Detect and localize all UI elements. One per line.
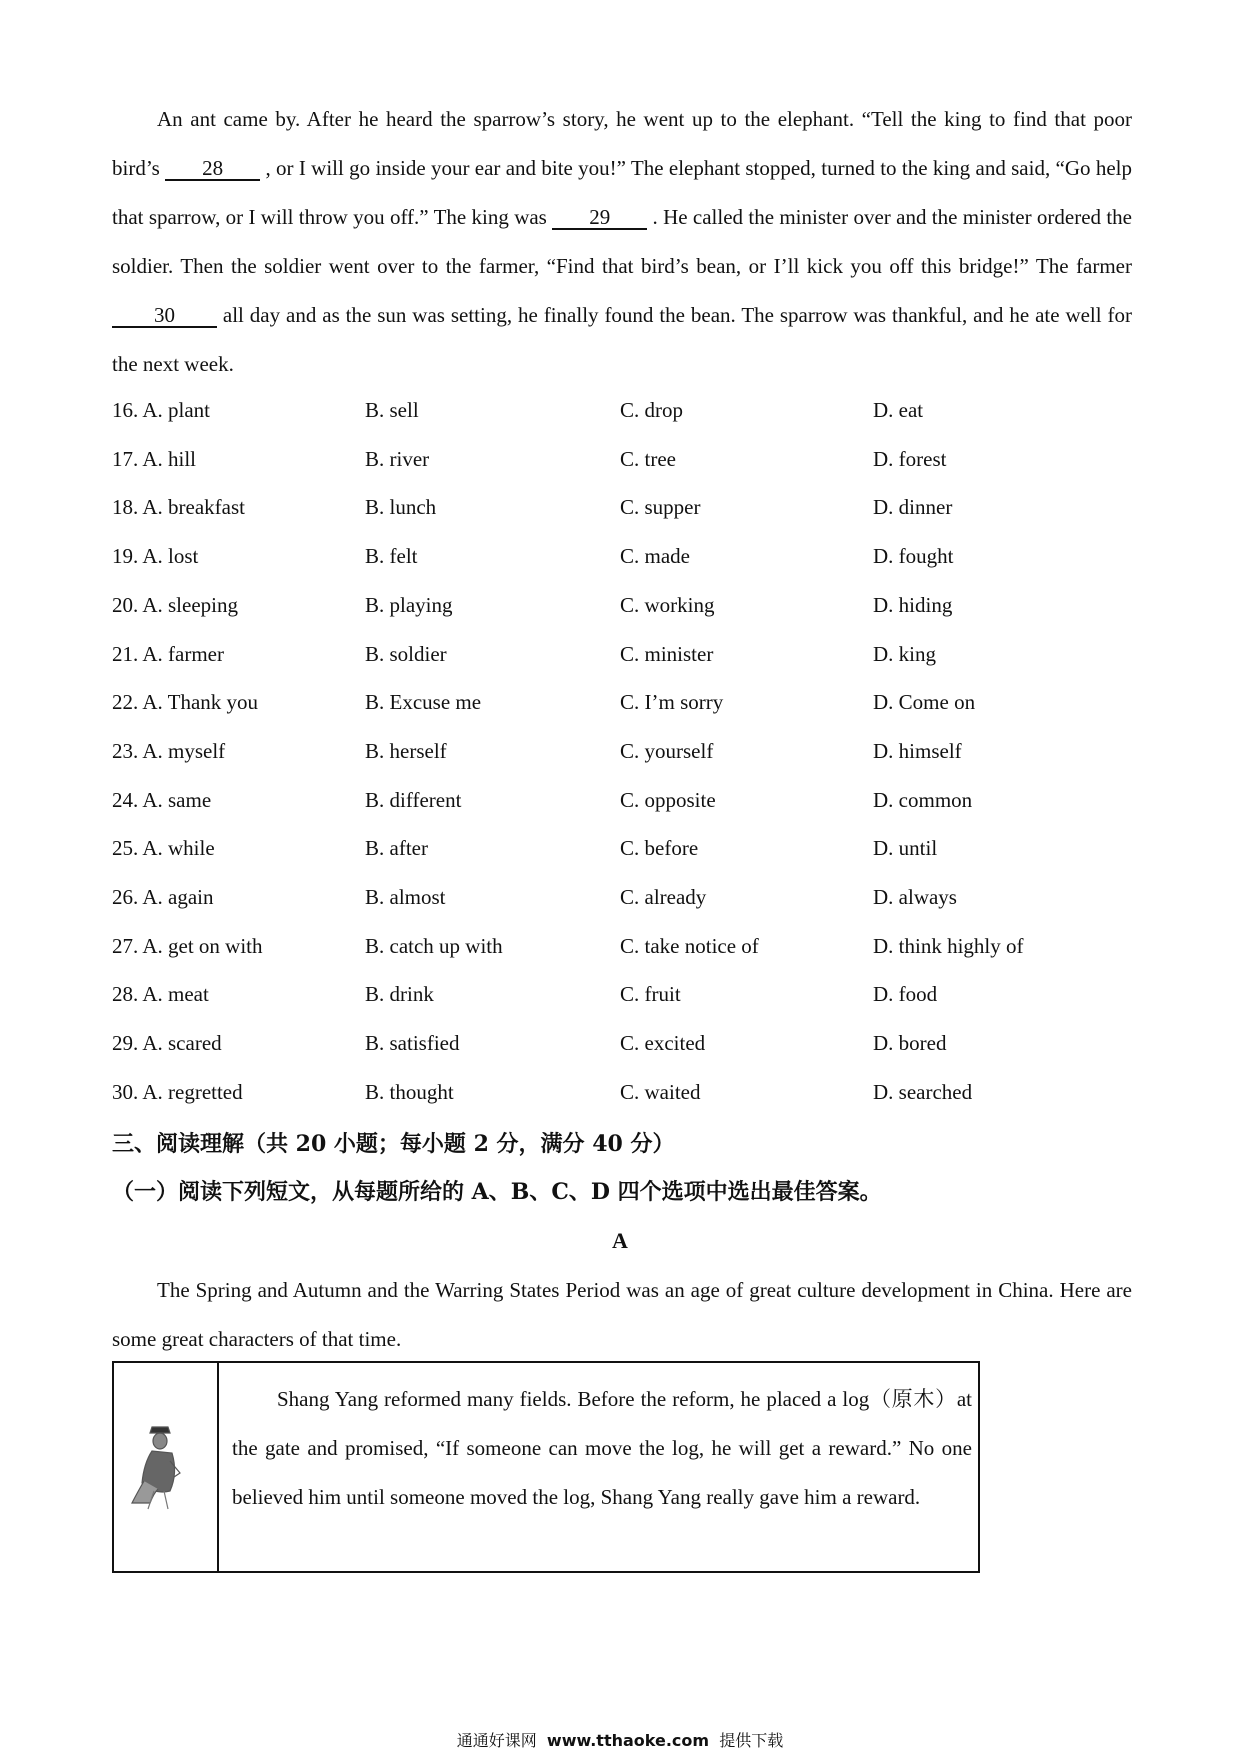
option-c: C. supper	[620, 495, 701, 520]
option-d: D. king	[873, 641, 936, 666]
option-a: 20. A. sleeping	[112, 592, 238, 617]
option-b: B. lunch	[365, 495, 437, 520]
option-d: D. think highly of	[873, 933, 1024, 958]
option-b: B. sell	[365, 398, 419, 422]
option-d: D. common	[873, 787, 973, 812]
option-d: D. dinner	[873, 495, 953, 520]
option-d: D. until	[873, 836, 938, 861]
question-options-row	[112, 690, 1132, 724]
option-c: C. tree	[620, 446, 676, 471]
question-options-row	[112, 593, 1132, 627]
section-heading: 三、阅读理解（共 20 小题；每小题 2 分，满分 40 分）	[112, 1131, 675, 1157]
question-options-row	[112, 544, 1132, 578]
option-c: C. waited	[620, 1079, 701, 1104]
question-options-row	[112, 934, 1132, 968]
shang-yang-text: Shang Yang reformed many fields. Before the reform, he placed a log（原木）at the gate and promised, “If someone can move the log, he will get a reward.” No one believed him until someone moved the log, Shang Yang really gave him a reward.	[232, 1387, 972, 1509]
question-options-row	[112, 447, 1132, 481]
option-a: 19. A. lost	[112, 544, 199, 569]
option-c: C. excited	[620, 1031, 706, 1056]
option-a: 30. A. regretted	[112, 1079, 243, 1104]
paragraph-text: An ant came by. After he heard the sparrow’s story, he went up to the elephant. “Tell the king to find that poor bird’s	[112, 107, 1132, 180]
blank-28: 28	[165, 157, 260, 181]
option-a: 25. A. while	[112, 836, 215, 861]
option-a: 17. A. hill	[112, 446, 197, 471]
option-d: D. forest	[873, 446, 947, 471]
option-c: C. yourself	[620, 738, 714, 763]
option-d: D. eat	[873, 398, 924, 422]
option-b: B. playing	[365, 592, 453, 617]
question-options-row	[112, 788, 1132, 822]
option-d: D. Come on	[873, 690, 976, 715]
option-c: C. I’m sorry	[620, 690, 724, 715]
option-a: 23. A. myself	[112, 738, 226, 763]
portrait-cell	[114, 1363, 219, 1571]
option-b: B. thought	[365, 1079, 454, 1104]
option-c: C. take notice of	[620, 933, 759, 958]
character-table	[112, 1361, 980, 1573]
blank-29: 29	[552, 206, 647, 230]
option-b: B. satisfied	[365, 1031, 460, 1056]
option-d: D. searched	[873, 1079, 973, 1104]
option-c: C. working	[620, 592, 715, 617]
passage-letter: A	[612, 1228, 628, 1253]
question-options-row	[112, 398, 1132, 432]
section-instructions: （一）阅读下列短文，从每题所给的 A、B、C、D 四个选项中选出最佳答案。	[112, 1179, 882, 1205]
option-a: 27. A. get on with	[112, 933, 263, 958]
option-d: D. himself	[873, 738, 962, 763]
paragraph-text: . He called the minister over and the minister ordered the soldier. Then the soldier went over to the farmer, “Find that bird’s bean, or I’ll kick you off this bridge!” The farmer	[112, 205, 1133, 278]
option-b: B. after	[365, 836, 428, 861]
option-b: B. river	[365, 446, 430, 471]
option-b: B. catch up with	[365, 933, 503, 958]
option-b: B. different	[365, 787, 462, 812]
intro-paragraph: The Spring and Autumn and the Warring States Period was an age of great culture development in China. Here are some great characters of that time.	[112, 1278, 1132, 1351]
page-footer	[0, 1728, 1240, 1751]
shang-yang-portrait-icon	[114, 1363, 214, 1571]
question-options-row	[112, 495, 1132, 529]
paragraph-text: , or I will go inside your ear and bite you!” The elephant stopped, turned to the king and said, “Go help that sparrow, or I will throw you off.” The king was	[112, 156, 1132, 229]
option-b: B. almost	[365, 885, 446, 909]
option-c: C. drop	[620, 398, 683, 422]
option-c: C. made	[620, 544, 690, 569]
option-c: C. opposite	[620, 787, 716, 812]
option-c: C. fruit	[620, 982, 681, 1007]
option-a: 21. A. farmer	[112, 641, 224, 666]
option-d: D. food	[873, 982, 938, 1007]
option-b: B. soldier	[365, 641, 447, 666]
option-c: C. already	[620, 885, 707, 909]
option-a: 28. A. meat	[112, 982, 209, 1007]
option-b: B. drink	[365, 982, 434, 1007]
blank-30: 30	[112, 304, 217, 328]
option-d: D. hiding	[873, 592, 953, 617]
option-c: C. minister	[620, 641, 714, 666]
question-options-row	[112, 885, 1132, 919]
option-a: 29. A. scared	[112, 1031, 222, 1056]
option-d: D. fought	[873, 544, 954, 569]
question-options-row	[112, 1080, 1132, 1114]
question-options-row	[112, 982, 1132, 1016]
footer-site: 通通好课网	[456, 1731, 537, 1750]
option-a: 24. A. same	[112, 787, 212, 812]
option-a: 16. A. plant	[112, 398, 210, 422]
question-options-row	[112, 1031, 1132, 1065]
option-b: B. felt	[365, 544, 418, 569]
option-d: D. bored	[873, 1031, 947, 1056]
option-a: 18. A. breakfast	[112, 495, 245, 520]
option-b: B. herself	[365, 738, 447, 763]
story-paragraph	[112, 95, 1132, 389]
option-a: 22. A. Thank you	[112, 690, 259, 715]
option-d: D. always	[873, 885, 957, 909]
option-c: C. before	[620, 836, 699, 861]
option-a: 26. A. again	[112, 885, 214, 909]
question-options-row	[112, 642, 1132, 676]
question-options-row	[112, 836, 1132, 870]
question-options-row	[112, 739, 1132, 773]
option-b: B. Excuse me	[365, 690, 482, 715]
footer-url[interactable]: www.tthaoke.com	[546, 1731, 710, 1750]
paragraph-text: all day and as the sun was setting, he finally found the bean. The sparrow was thankful, and he ate well for the next week.	[112, 303, 1132, 376]
footer-tail: 提供下载	[719, 1731, 784, 1750]
